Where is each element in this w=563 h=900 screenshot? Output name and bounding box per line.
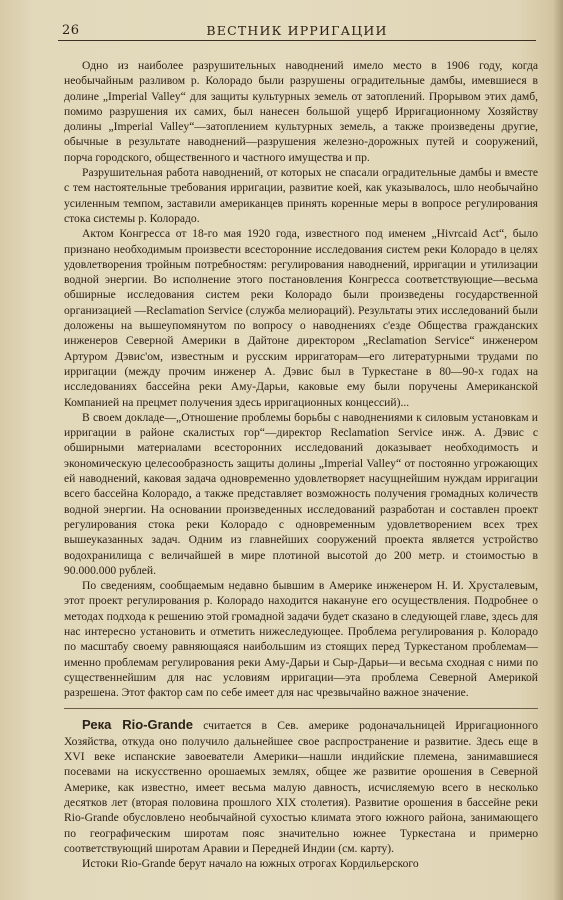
paragraph-2: Разрушительная работа наводнений, от которых не спасали оградительные дамбы и вместе с тем настоятельные требования ирригации, развитие коей, как указывалось, шло необычайно усиленным темпом, заставили американцев принять коренные меры в вопросе регулирования стока системы р. Колорадо. — [64, 166, 538, 225]
section-divider — [64, 708, 538, 709]
paragraph-4: В своем докладе—„Отношение проблемы борьбы с наводнениями к силовым установкам и ирригации в районе скалистых гор“—директор Reclamation Service инж. А. Дэвис с обширными материалами всесторонних исследований доказывает необходимость и экономическую целесообразность защиты долины „Imperial Valley“ от постоянно угрожающих ей наводнений, каковая задача одновременно удовлетворяет насущнейшим нуждам ирригации всего бассейна Колорадо, а также представляет возможность получения громадных количеств водной энергии. На основании произведенных исследований разработан и составлен проект регулирования стока реки Колорадо с одновременным удовлетворением всех трех вышеуказанных задач. Одним из главнейших сооружений проекта является устройство водохранилища с величайшей в мире плотиной высотой до 200 метр. и стоимостью в 90.000.000 рублей. — [64, 410, 538, 577]
paragraph-1: Одно из наиболее разрушительных наводнений имело место в 1906 году, когда необычайным разливом р. Колорадо были разрушены оградительные дамбы, имевшиеся в долине „Imperial Valley“ для защиты культурных земель от затоплений. Прорывом этих дамб, помимо разрушения их самих, был нанесен большой ущерб Ирригационному Хозяйству долины „Imperial Valley“—затоплением культурных земель, а также произведены другие, обычные в результате наводнений—разрушения железно-дорожных путей и сооружений, порча городского, общественного и частного имущества и пр. — [64, 59, 538, 164]
page-header — [58, 18, 536, 41]
page-number: 26 — [62, 23, 80, 38]
section-paragraph-1-text: считается в Сев. америке родоначальницей Ирригационного Хозяйства, откуда оно получило дальнейшее свое распространение и развитие. Здесь еще в XVI веке испанские завоеватели Америки—нашли индийские племена, занимавшиеся посевами на искусственно орошаемых землях, общее же развитие орошения в Северной Америке, как известно, имеет весьма малую давность, исчисляемую всего в несколько десятков лет (вторая половина прошлого XIX столетия). Развитие орошения в бассейне реки Rio-Grande обусловлено необычайной сухостью климата этого южного района, занимающего по географическим широтам пояс значительно южнее Туркестана и примерно соответствующий широтам Аравии и Передней Индии (см. карту). — [64, 719, 538, 855]
article-body — [64, 58, 538, 871]
running-title: ВЕСТНИК ИРРИГАЦИИ — [206, 23, 388, 38]
section-paragraph-1 — [64, 717, 538, 856]
paragraph-5: По сведениям, сообщаемым недавно бывшим в Америке инженером Н. И. Хрусталевым, этот проект регулирования р. Колорадо находится накануне его осуществления. Подробнее о методах подхода к решению этой громадной задачи будет сказано в следующей главе, здесь для нас интересно установить и отметить нижеследующее. Проблема регулирования р. Колорадо по масштабу своему равняющаяся наибольшим из стоящих перед Туркестаном проблемам—именно проблемам регулирования реки Аму-Дарьи и Сыр-Дарьи—и весьма сходная с ними по существеннейшим для нас условиям ирригации—эта проблема Северной Америкой разрешена. Этот фактор сам по себе имеет для нас чрезвычайно важное значение. — [64, 579, 538, 700]
section-lead-heading: Река Rio-Grande — [82, 717, 194, 733]
section-paragraph-2: Истоки Rio-Grande берут начало на южных отрогах Кордильерского — [82, 857, 419, 871]
page-gutter-shadow — [553, 0, 563, 900]
paragraph-3: Актом Конгресса от 18-го мая 1920 года, известного под именем „Hivrcaid Act“, было признано необходимым произвести всесторонние исследования систем реки Колорадо в целях удовлетворения тройным потребностям: регулирования наводнений, ирригации и утилизации водной энергии. Во исполнение этого постановления Конгресса соответствующие—весьма обширные исследования систем реки Колорадо были произведены государственной организацией —Reclamation Service (служба мелиораций). Результаты этих исследований были доложены на вышеупомянутом по вопросу о наводнениях с'езде Общества гражданских инженеров Северной Америки в Дайтоне директором „Reclamation Service“ инженером Артуром Дэвис'ом, известным и русским ирригаторам—его литературными трудами по ирригации (между прочим инженер А. Дэвис был в Туркестане в 80—90-х годах на исследованиях бассейна реки Аму-Дарьи, каковые ему были поручены Американской Компанией на прецмет получения здесь ирригационных концессий)... — [64, 227, 538, 409]
